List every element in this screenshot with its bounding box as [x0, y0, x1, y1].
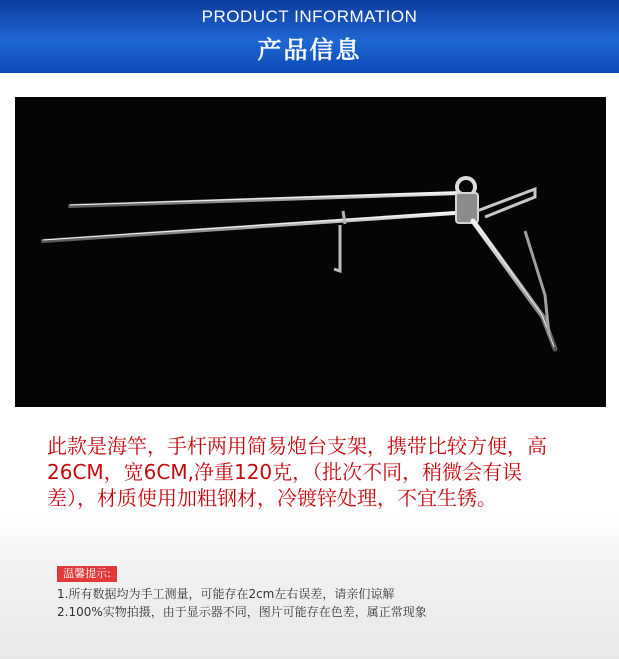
title-english: PRODUCT INFORMATION	[201, 7, 418, 26]
title-chinese: 产品信息	[257, 36, 362, 64]
product-photo	[15, 97, 606, 407]
notice-badge: 温馨提示:	[57, 566, 117, 582]
rod-holder-illustration	[15, 97, 606, 407]
notice-item: 1.所有数据均为手工测量，可能存在2cm左右误差，请亲们谅解	[57, 587, 395, 601]
description-line: 差），材质使用加粗钢材，冷镀锌处理，不宜生锈。	[47, 486, 497, 510]
description-line: 此款是海竿，手杆两用简易炮台支架，携带比较方便，高	[47, 434, 547, 458]
notice-item: 2.100%实物拍摄，由于显示器不同，图片可能存在色差，属正常现象	[57, 605, 427, 619]
header-banner	[0, 0, 619, 73]
product-description	[0, 429, 619, 516]
description-line: 26CM，宽6CM,净重120克，（批次不同，稍微会有误	[47, 460, 523, 484]
